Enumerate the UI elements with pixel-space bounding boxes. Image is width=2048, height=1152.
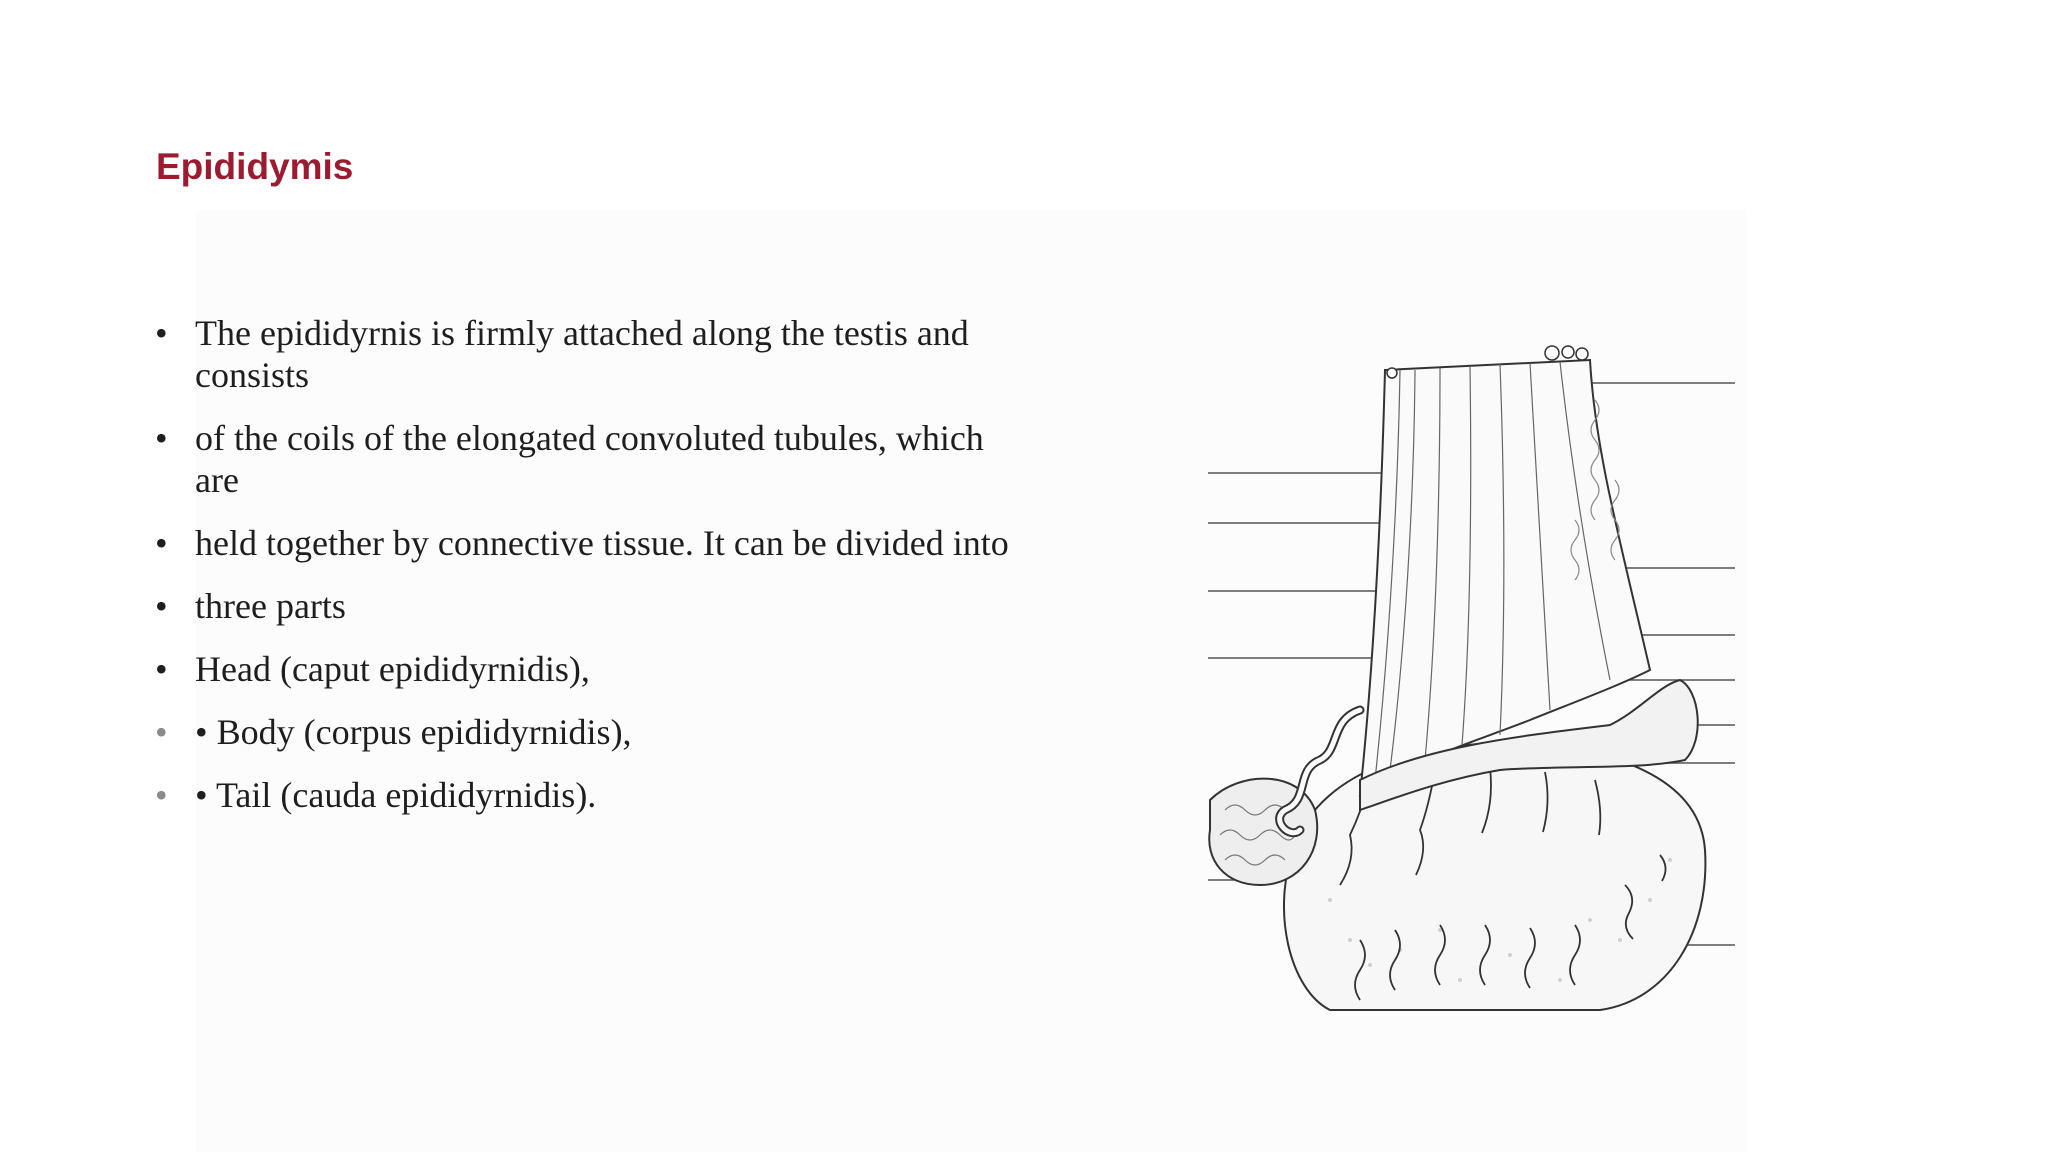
bullet-list (150, 312, 1030, 837)
bullet-item (150, 417, 1030, 501)
epididymis-diagram (1200, 340, 1750, 1020)
bullet-text: • Body (corpus epididyrnidis), (195, 712, 632, 752)
bullet-marker: • (155, 313, 168, 353)
testis-shape (1284, 743, 1705, 1010)
bullet-marker: • (155, 418, 168, 458)
bullet-marker: • (155, 523, 168, 563)
bullet-item (150, 648, 1030, 690)
bullet-text: three parts (195, 586, 346, 626)
bullet-text: held together by connective tissue. It can be divided into (195, 523, 1009, 563)
bullet-item (150, 711, 1030, 753)
bullet-item (150, 774, 1030, 816)
bullet-marker: • (155, 649, 168, 689)
bullet-text: of the coils of the elongated convoluted tubules, which are (195, 418, 984, 500)
bullet-marker: • (155, 586, 168, 626)
slide-title: Epididymis (156, 146, 354, 187)
bullet-item (150, 522, 1030, 564)
bullet-item (150, 585, 1030, 627)
anatomical-figure (1200, 340, 1750, 1020)
bullet-text: The epididyrnis is firmly attached along the testis and consists (195, 313, 969, 395)
bullet-text: • Tail (cauda epididyrnidis). (195, 775, 597, 815)
bullet-marker: • (155, 712, 168, 752)
bullet-text: Head (caput epididyrnidis), (195, 649, 590, 689)
bullet-marker: • (155, 775, 168, 815)
bullet-item (150, 312, 1030, 396)
